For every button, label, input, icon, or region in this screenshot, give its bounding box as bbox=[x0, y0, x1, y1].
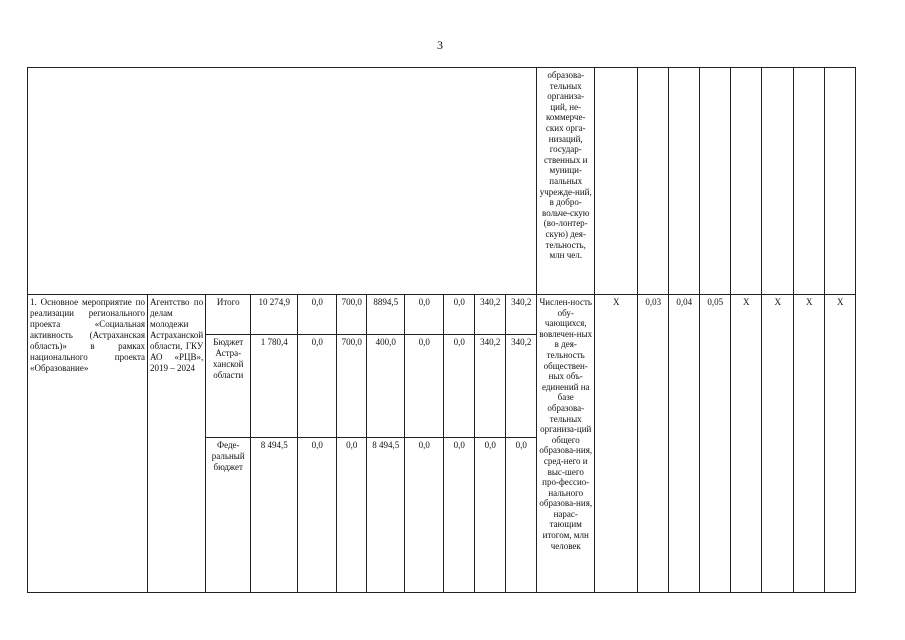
indicator-value-cell: 0,05 bbox=[700, 295, 731, 593]
blank-cell bbox=[762, 68, 794, 295]
value-cell: 0,0 bbox=[337, 438, 367, 593]
blank-cell bbox=[595, 68, 638, 295]
value-cell: 0,0 bbox=[298, 295, 337, 335]
program-table bbox=[27, 67, 856, 593]
value-cell: 0,0 bbox=[475, 438, 506, 593]
funding-source-cell: Итого bbox=[206, 295, 251, 335]
value-cell: 400,0 bbox=[367, 335, 405, 438]
blank-cell bbox=[638, 68, 669, 295]
blank-cell bbox=[669, 68, 700, 295]
activity-name-cell: 1. Основное мероприятие по реализации регионального проекта «Социальная активность (Астраханская область)» в рамках национального проекта «Образование» bbox=[28, 295, 148, 593]
value-cell: 0,0 bbox=[298, 335, 337, 438]
indicator-value-cell: X bbox=[731, 295, 762, 593]
value-cell: 340,2 bbox=[475, 295, 506, 335]
blank-cell bbox=[825, 68, 856, 295]
value-cell: 10 274,9 bbox=[251, 295, 298, 335]
value-cell: 0,0 bbox=[405, 295, 444, 335]
continuation-blank-cell bbox=[28, 68, 537, 295]
indicator-value-cell: X bbox=[762, 295, 794, 593]
value-cell: 8 494,5 bbox=[367, 438, 405, 593]
value-cell: 0,0 bbox=[444, 335, 475, 438]
continued-indicator-cell: образова-тельных организа-ций, не-коммерче-ских орга-низаций, государ-ственных и муници-пальных учрежде-ний, в добро-вольче-скую (во-лонтер-скую) дея-тельность, млн чел. bbox=[537, 68, 595, 295]
value-cell: 700,0 bbox=[337, 335, 367, 438]
value-cell: 0,0 bbox=[298, 438, 337, 593]
blank-cell bbox=[731, 68, 762, 295]
value-cell: 0,0 bbox=[444, 438, 475, 593]
value-cell: 340,2 bbox=[506, 295, 537, 335]
page-number: 3 bbox=[437, 38, 443, 52]
indicator-value-cell: X bbox=[794, 295, 825, 593]
funding-source-cell: Феде-ральный бюджет bbox=[206, 438, 251, 593]
value-cell: 0,0 bbox=[506, 438, 537, 593]
indicator-value-cell: 0,04 bbox=[669, 295, 700, 593]
indicator-cell: Числен-ность обу-чающихся, вовлечен-ных в дея-тельность обществен-ных объ-единений на базе образова-тельных организа-ций общего образова-ния, сред-него и выс-шего про-фессио-нального образова-ния, нарас-тающим итогом, млн человек bbox=[537, 295, 595, 593]
funding-source-cell: Бюджет Астра-ханской области bbox=[206, 335, 251, 438]
value-cell: 8 494,5 bbox=[251, 438, 298, 593]
value-cell: 700,0 bbox=[337, 295, 367, 335]
value-cell: 0,0 bbox=[444, 295, 475, 335]
value-cell: 0,0 bbox=[405, 335, 444, 438]
value-cell: 340,2 bbox=[506, 335, 537, 438]
indicator-value-cell: X bbox=[595, 295, 638, 593]
blank-cell bbox=[700, 68, 731, 295]
value-cell: 0,0 bbox=[405, 438, 444, 593]
indicator-value-cell: 0,03 bbox=[638, 295, 669, 593]
indicator-value-cell: X bbox=[825, 295, 856, 593]
value-cell: 1 780,4 bbox=[251, 335, 298, 438]
value-cell: 8894,5 bbox=[367, 295, 405, 335]
executor-cell: Агентство по делам молодежи Астраханской области, ГКУ АО «РЦВ», 2019 – 2024 bbox=[148, 295, 206, 593]
continuation-row bbox=[28, 68, 856, 295]
blank-cell bbox=[794, 68, 825, 295]
table-row bbox=[28, 295, 856, 335]
value-cell: 340,2 bbox=[475, 335, 506, 438]
